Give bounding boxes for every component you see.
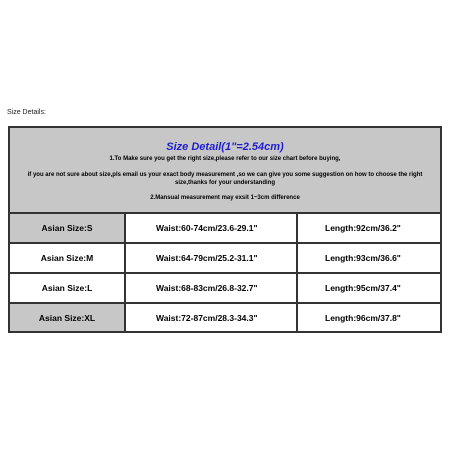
waist-cell: Waist:64-79cm/25.2-31.1" (124, 244, 296, 272)
size-chart-header (10, 128, 440, 214)
size-chart-table (8, 126, 442, 333)
length-cell: Length:95cm/37.4" (296, 274, 440, 302)
size-chart-title: Size Detail(1"=2.54cm) (166, 141, 284, 153)
waist-cell: Waist:60-74cm/23.6-29.1" (124, 214, 296, 242)
length-cell: Length:96cm/37.8" (296, 304, 440, 331)
section-label: Size Details: (7, 109, 46, 116)
size-cell: Asian Size:S (10, 214, 124, 242)
table-row (10, 244, 440, 274)
instruction-line-3: 2.Mansual measurement may exsit 1~3cm difference (150, 195, 300, 201)
instruction-line-2: if you are not sure about size,pls email us your exact body measurement ,so we can give you some suggestion on how to choose the right size,thanks for your understanding (27, 172, 423, 186)
size-cell: Asian Size:L (41, 283, 93, 293)
size-cell: Asian Size:XL (10, 304, 124, 331)
instruction-line-1: 1.To Make sure you get the right size,please refer to our size chart before buying, (109, 156, 341, 162)
table-row (10, 274, 440, 304)
table-row (10, 304, 440, 331)
waist-cell: Waist:72-87cm/28.3-34.3" (124, 304, 296, 331)
length-cell: Length:93cm/36.6" (296, 244, 440, 272)
size-cell: Asian Size:M (40, 253, 94, 263)
waist-cell: Waist:68-83cm/26.8-32.7" (124, 274, 296, 302)
length-cell: Length:92cm/36.2" (296, 214, 440, 242)
table-row (10, 214, 440, 244)
